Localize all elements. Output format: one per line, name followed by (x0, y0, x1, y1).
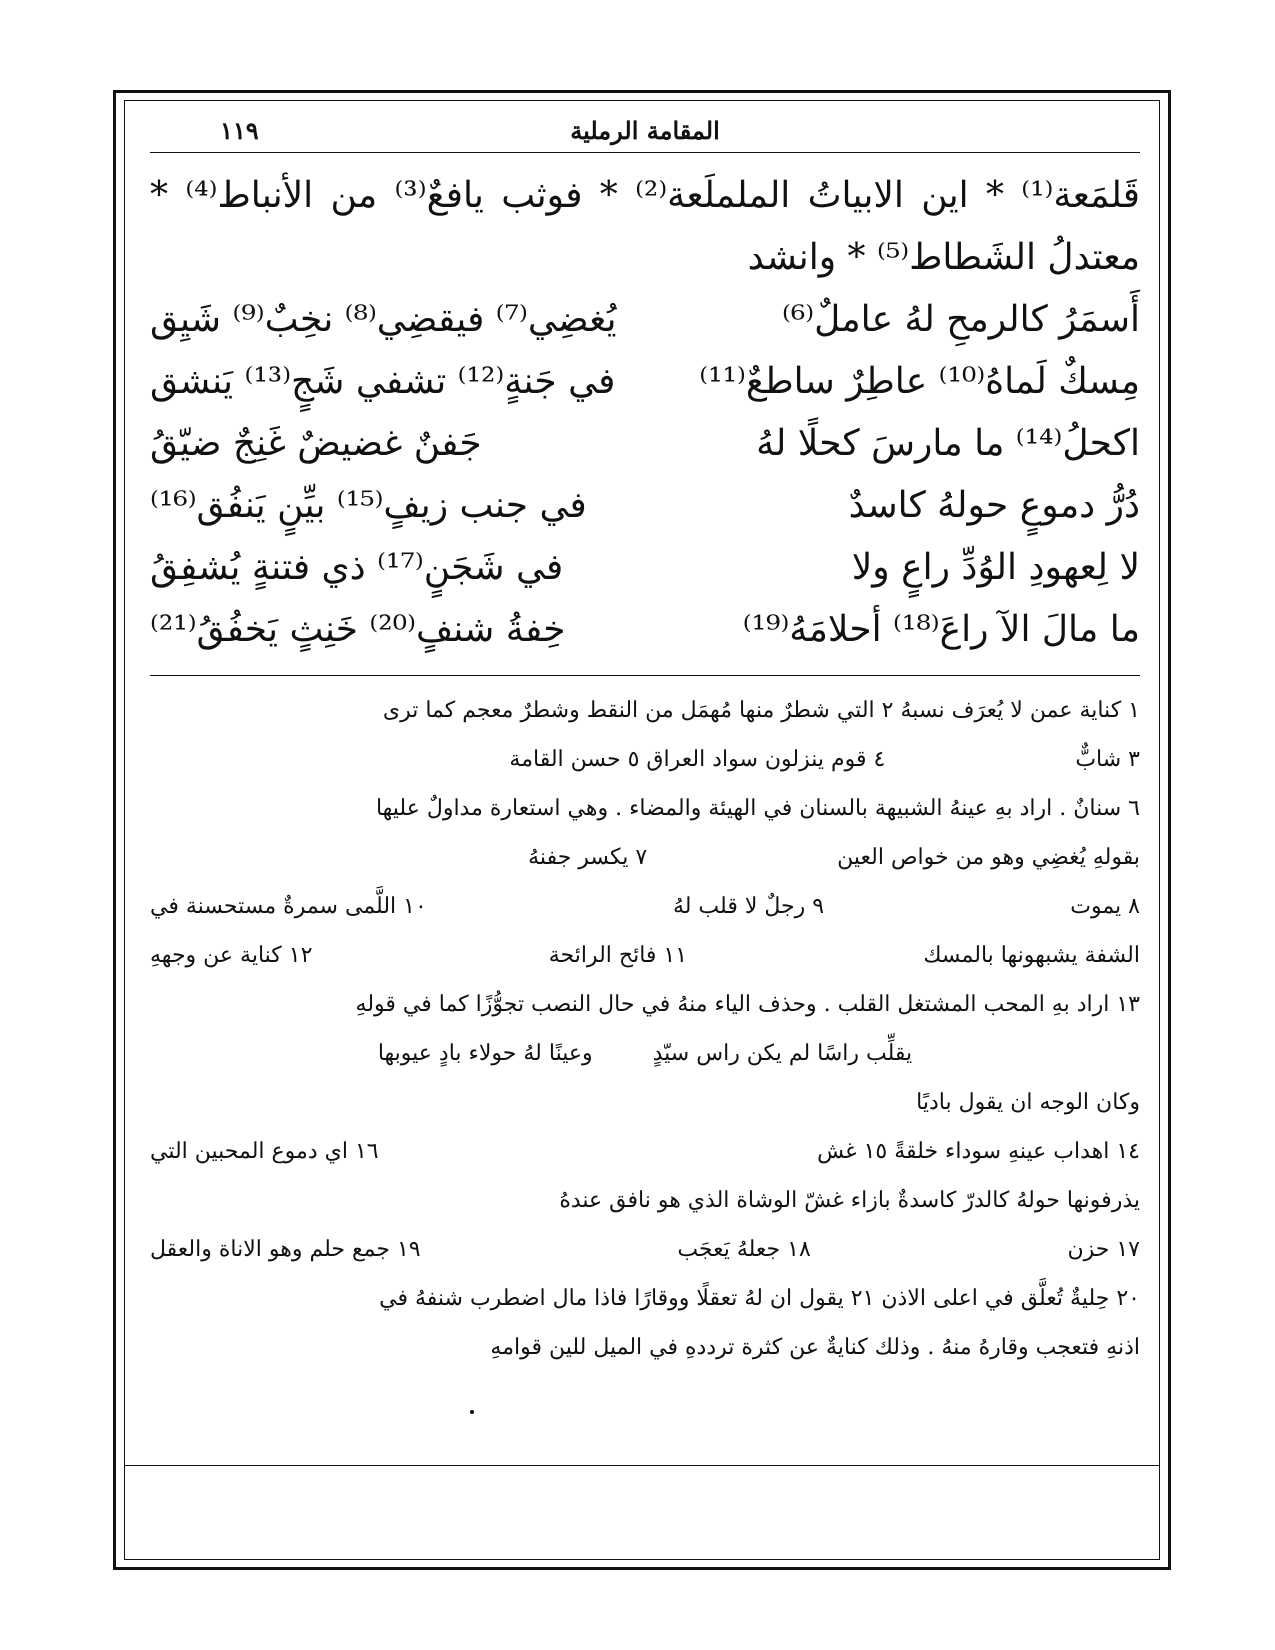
verse-first-hemistich: لا لِعهودِ الوُدِّ راعٍ ولا (851, 547, 1140, 588)
footnote-text: ١٤ اهداب عينهِ سوداء خلقةً ١٥ غش (817, 1139, 1140, 1164)
book-page (150, 108, 1140, 1372)
footnote-text: ١٨ جعلهُ يَعجَب (677, 1237, 811, 1262)
page-number: ١١٩ (220, 116, 259, 145)
header-rule (150, 152, 1140, 153)
footnote-text: اذنهِ فتعجب وقارهُ منهُ . وذلك كنايةٌ عن كثرة ترددهِ في الميل للين قوامهِ (490, 1335, 1140, 1360)
footnote-line (150, 931, 1140, 980)
poem-verse (150, 413, 1140, 475)
verse-first-hemistich: أَسمَرُ كالرمحِ لهُ عاملٌ⁽⁶⁾ (781, 299, 1140, 340)
verse-second-hemistich: في جَنةٍ⁽¹²⁾ تشفي شَجٍ⁽¹³⁾ يَنشق (150, 361, 616, 402)
footnote-text: ١٠ اللَّمى سمرةٌ مستحسنة في (150, 894, 427, 919)
footnote-line (150, 980, 1140, 1029)
running-title: المقامة الرملية (570, 116, 720, 145)
poem-verse (150, 599, 1140, 661)
footnote-line (150, 784, 1140, 833)
verse-first-hemistich: مِسكٌ لَماهُ⁽¹⁰⁾ عاطِرٌ ساطعٌ⁽¹¹⁾ (699, 361, 1140, 402)
footnote-line (150, 882, 1140, 931)
footnote-text: ٧ يكسر جفنهُ (528, 845, 648, 870)
quoted-hemistich: وعينًا لهُ حولاء بادٍ عيوبها (377, 1041, 593, 1066)
prose-paragraph: قَلمَعة⁽¹⁾ * اين الابياتُ الململَعة⁽²⁾ * فوثب يافعٌ⁽³⁾ من الأنباط⁽⁴⁾ * معتدلُ الشَطاط⁽⁵⁾ * وانشد (150, 175, 1140, 278)
verse-second-hemistich: في جنب زيفٍ⁽¹⁵⁾ بيِّنٍ يَنفُق⁽¹⁶⁾ (150, 485, 587, 526)
poem-verse (150, 537, 1140, 599)
footnote-line (150, 1176, 1140, 1225)
footnote-text: يذرفونها حولهُ كالدرّ كاسدةٌ بازاء غشّ الوشاة الذي هو نافق عندهُ (559, 1188, 1140, 1213)
footnote-text: ١ كناية عمن لا يُعرَف نسبهُ ٢ التي شطرٌ منها مُهمَل من النقط وشطرٌ معجم كما ترى (382, 698, 1140, 723)
footnote-text: ١٦ اي دموع المحبين التي (150, 1139, 379, 1164)
bottom-rule (124, 1465, 1160, 1466)
footnote-text: ١٣ اراد بهِ المحب المشتغل القلب . وحذف الياء منهُ في حال النصب تجوُّزًا كما في قولهِ (355, 992, 1140, 1017)
footnote-text: الشفة يشبهونها بالمسك (923, 943, 1140, 968)
footnote-line (150, 1127, 1140, 1176)
footnote-line (150, 735, 1140, 784)
footnote-text: ١٩ جمع حلم وهو الاناة والعقل (150, 1237, 421, 1262)
poem-verse (150, 475, 1140, 537)
footnote-text: بقولهِ يُغضِي وهو من خواص العين (837, 845, 1140, 870)
footnote-text: ٦ سنانٌ . اراد بهِ عينهُ الشبيهة بالسنان في الهيئة والمضاء . وهي استعارة مداولٌ عليها (375, 796, 1140, 821)
quoted-hemistich: يقلِّب راسًا لم يكن راس سيّدٍ (652, 1041, 913, 1066)
poem-verse (150, 351, 1140, 413)
verse-second-hemistich: في شَجَنٍ⁽¹⁷⁾ ذي فتنةٍ يُشفِقُ (150, 547, 564, 588)
footnote-text: وكان الوجه ان يقول باديًا (916, 1090, 1140, 1115)
footnote-text: ٩ رجلٌ لا قلب لهُ (672, 894, 825, 919)
ink-dot (470, 1410, 474, 1414)
footnotes-rule (150, 675, 1140, 676)
footnote-verse (150, 1029, 1140, 1078)
verse-second-hemistich: جَفنٌ غضيضٌ غَنِجٌ ضيّقُ (150, 423, 482, 464)
verse-first-hemistich: دُرُّ دموعٍ حولهُ كاسدٌ (848, 485, 1140, 526)
verse-first-hemistich: اكحلُ⁽¹⁴⁾ ما مارسَ كحلًا لهُ (756, 423, 1140, 464)
footnote-text: ٤ قوم ينزلون سواد العراق ٥ حسن القامة (509, 747, 886, 772)
footnote-text: ١٧ حزن (1067, 1237, 1140, 1262)
verse-second-hemistich: خِفةُ شنفٍ⁽²⁰⁾ خَنِثٍ يَخفُقُ⁽²¹⁾ (150, 609, 566, 650)
footnote-line (150, 1225, 1140, 1274)
poem-verse (150, 289, 1140, 351)
verse-second-hemistich: يُغضِي⁽⁷⁾ فيقضِي⁽⁸⁾ نخِبٌ⁽⁹⁾ شَيِق (150, 299, 617, 340)
page-header (150, 108, 1140, 152)
poem (150, 289, 1140, 661)
footnote-text: ٢٠ حِليةٌ تُعلَّق في اعلى الاذن ٢١ يقول ان لهُ تعقلًا ووقارًا فاذا مال اضطرب شنفهُ في (379, 1286, 1140, 1311)
footnote-text: ١١ فائح الرائحة (548, 943, 688, 968)
verse-first-hemistich: ما مالَ الآ راعَ⁽¹⁸⁾ أحلامَهُ⁽¹⁹⁾ (742, 609, 1140, 650)
footnotes (150, 686, 1140, 1372)
footnote-line (150, 1078, 1140, 1127)
footnote-line (150, 1274, 1140, 1323)
footnote-line (150, 833, 1140, 882)
footnote-text: ٨ يموت (1070, 894, 1140, 919)
footnote-line (150, 1323, 1140, 1372)
footnote-text: ٣ شابٌّ (1075, 747, 1140, 772)
footnote-text: ١٢ كناية عن وجههِ (150, 943, 313, 968)
footnote-line (150, 686, 1140, 735)
